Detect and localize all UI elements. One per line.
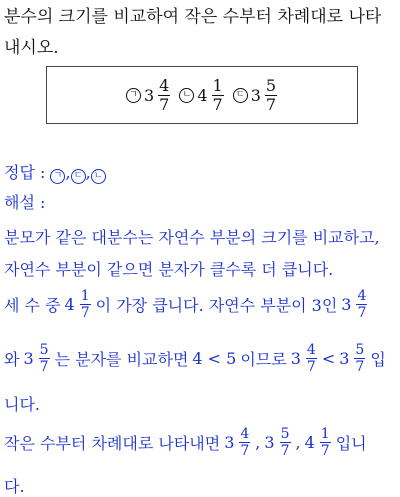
explanation-p2: 자연수 부분이 같으면 분자가 클수록 더 큽니다. xyxy=(4,260,334,279)
circle-mark-b-icon: ㄴ xyxy=(179,88,194,103)
explanation-label: 해설 : xyxy=(4,193,46,212)
p3-text-a: 세 수 중 xyxy=(4,295,61,315)
p6-text-a: 작은 수부터 차례대로 나타내면 xyxy=(4,433,221,453)
explanation-p6 xyxy=(4,420,396,464)
p4-fraction-3: $\frac{5}{7}$ xyxy=(355,341,365,375)
answer-label: 정답 : xyxy=(4,163,46,182)
explanation-p1: 분모가 같은 대분수는 자연수 부분의 크기를 비교하고, xyxy=(4,228,380,247)
circle-mark-c-icon: ㄷ xyxy=(233,88,248,103)
p6-whole-2: 3 xyxy=(264,432,275,452)
option-c-whole: 3 xyxy=(250,85,261,105)
option-a-whole: 3 xyxy=(143,85,155,105)
explanation-p7: 다. xyxy=(4,477,25,496)
p3-fraction: $\frac{1}{7}$ xyxy=(80,287,90,321)
p6-fraction-3: $\frac{1}{7}$ xyxy=(320,425,330,459)
answer-mark-2-icon: ㄷ xyxy=(71,169,86,184)
option-b-whole: 4 xyxy=(197,85,208,105)
p4-whole-2: 3 xyxy=(290,348,301,368)
question-line-1: 분수의 크기를 비교하여 작은 수부터 차례대로 나타 xyxy=(4,7,382,27)
option-c xyxy=(233,75,278,114)
question-line-2: 내시오. xyxy=(4,38,59,58)
options-box xyxy=(46,66,358,124)
p3-text-b: 이 가장 큽니다. 자연수 부분이 3인 xyxy=(95,295,338,315)
p6-comma-1: , xyxy=(255,432,261,452)
answer-mark-1-icon: ㄱ xyxy=(50,169,65,184)
explanation-p4 xyxy=(4,336,396,380)
answer-mark-3-icon: ㄴ xyxy=(91,169,106,184)
p4-less-than: < xyxy=(321,348,336,368)
p4-whole-3: 3 xyxy=(339,348,350,368)
option-a xyxy=(126,75,171,114)
p3-fraction-2: $\frac{4}{7}$ xyxy=(357,287,367,321)
p3-whole: 4 xyxy=(64,294,75,314)
circle-mark-a-icon: ㄱ xyxy=(126,88,141,103)
explanation-p3 xyxy=(4,282,396,326)
p4-text-e: 이므로 xyxy=(240,349,287,369)
p4-text-a: 와 xyxy=(4,349,20,369)
p4-text-f: 입 xyxy=(370,349,386,369)
option-a-fraction: $\frac{4}{7}$ xyxy=(159,75,170,114)
p4-comparison: 4 < 5 xyxy=(192,348,237,368)
question-text xyxy=(4,2,396,64)
p4-fraction: $\frac{5}{7}$ xyxy=(39,341,49,375)
p3-whole-2: 3 xyxy=(341,294,352,314)
option-b xyxy=(179,75,224,114)
p4-text-b: 는 분자를 비교하면 xyxy=(54,349,189,369)
p6-whole-3: 4 xyxy=(304,432,315,452)
answer-line xyxy=(4,160,396,184)
option-c-fraction: $\frac{5}{7}$ xyxy=(265,75,277,114)
p6-whole-1: 3 xyxy=(224,432,235,452)
answer-sep-2: , xyxy=(85,163,91,182)
p6-comma-2: , xyxy=(295,432,301,452)
p6-fraction-2: $\frac{5}{7}$ xyxy=(280,425,290,459)
p4-whole: 3 xyxy=(23,348,34,368)
answer-sep-1: , xyxy=(65,163,71,182)
option-b-fraction: $\frac{1}{7}$ xyxy=(212,75,223,114)
p4-fraction-2: $\frac{4}{7}$ xyxy=(306,341,316,375)
p6-fraction-1: $\frac{4}{7}$ xyxy=(240,425,250,459)
explanation-p5: 니다. xyxy=(4,395,40,414)
p6-text-b: 입니 xyxy=(335,433,367,453)
